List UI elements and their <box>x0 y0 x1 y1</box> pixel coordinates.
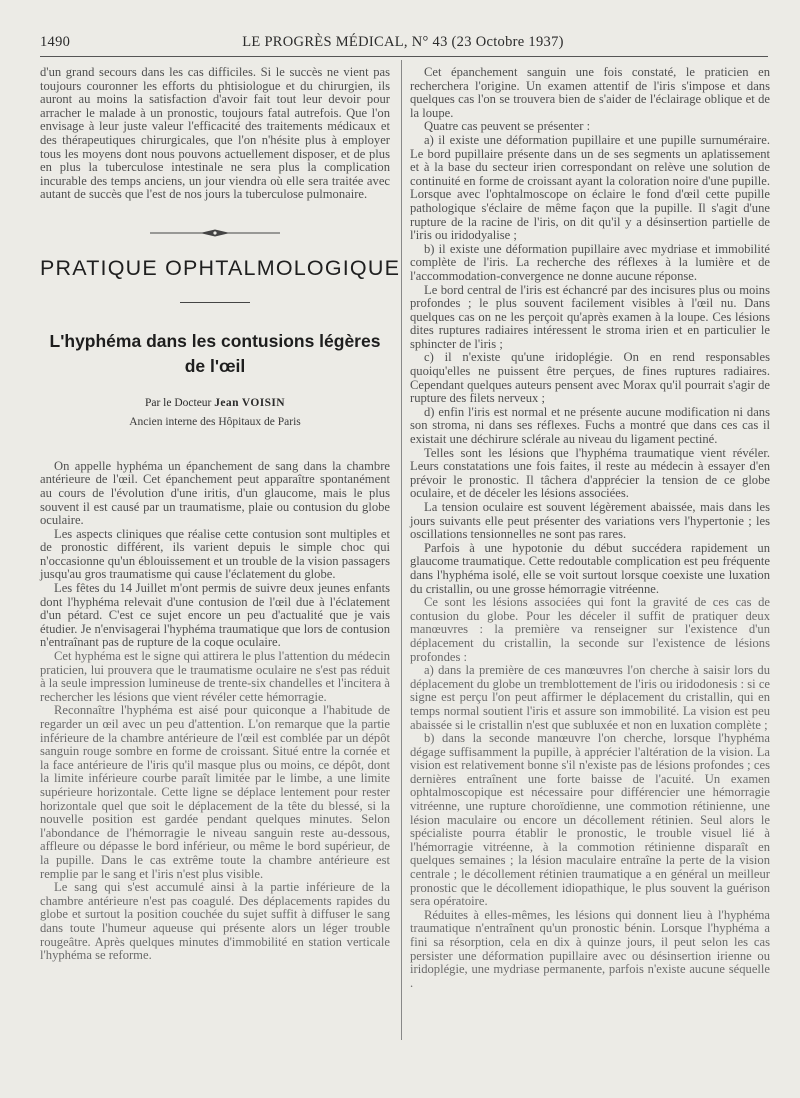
body-paragraph: Les fêtes du 14 Juillet m'ont permis de suivre deux jeunes enfants dont l'hyphéma relevait d'une contusion de l'œil due à l'éclatement d'un pétard. C'est ce sujet encore un peu d'actualité que je vais étudier. Je n'envisagerai l'hyphéma traumatique que lors de contusion n'entraînant pas de rupture de la coque oculaire. <box>40 581 390 650</box>
left-column <box>40 65 401 963</box>
body-paragraph: b) il existe une déformation pupillaire avec mydriase et immobilité complète de l'iris. La recherche des réflexes à la lumière et de l'accommodation-convergence ne donne aucune réponse. <box>410 241 770 283</box>
body-paragraph: a) dans la première de ces manœuvres l'on cherche à saisir lors du déplacement du globe un tremblottement de l'iris ou iridodonesis : si ce signe est perçu l'on peut affirmer le déplacement du cristallin, qui en temps normal soutient l'iris et assure son immobilité. La vision est peu abaissée si le cristallin n'est que subluxée et non en luxation complète ; <box>410 663 770 732</box>
body-paragraph: Réduites à elles-mêmes, les lésions qui donnent lieu à l'hyphéma traumatique n'entraînent qu'un pronostic bénin. Lorsque l'hyphéma a fini sa résorption, cela en dix à quinze jours, il peut selon les cas persister une déformation pupillaire avec ou désinsertion irienne ou iridoplégie, une mydriase permanente, parfois n'existe aucune séquelle . <box>410 907 770 990</box>
ornament-divider-icon <box>150 228 280 238</box>
body-paragraph: Telles sont les lésions que l'hyphéma traumatique vient révéler. Leurs constatations une fois faites, il reste au médecin à essayer d'en prévoir le pronostic. Il tâchera d'apprécier la tension de ce globe oculaire, et de déceler les lésions associées. <box>410 445 770 501</box>
right-column <box>410 66 770 990</box>
article-title-line-1: L'hyphéma dans les contusions légères <box>49 330 381 351</box>
author-name: Jean VOISIN <box>214 396 286 409</box>
author-affiliation: Ancien interne des Hôpitaux de Paris <box>129 416 301 429</box>
section-title: PRATIQUE OPHTALMOLOGIQUE <box>40 255 401 280</box>
column-divider <box>401 60 402 1040</box>
title-rule <box>180 302 250 303</box>
body-paragraph: d) enfin l'iris est normal et ne présente aucune modification ni dans son stroma, ni dans ses réflexes. Fuchs a montré que dans ces cas il existait une déchirure sclérale au niveau du ligament pectiné. <box>410 404 770 447</box>
running-header <box>40 30 766 54</box>
body-paragraph: Quatre cas peuvent se présenter : <box>424 119 591 134</box>
body-paragraph: c) il n'existe qu'une iridoplégie. On en rend responsables quoiqu'elles ne puissent être perçues, de fines ruptures radiaires. Cependant quelques auteurs pensent avec Morax qu'il pourrait s'agir de rupture des filets nerveux ; <box>410 350 770 406</box>
body-paragraph: Reconnaître l'hyphéma est aisé pour quiconque a l'habitude de regarder un œil avec un peu d'attention. L'on remarque que la partie inférieure de la chambre antérieure de l'œil est comblée par un dépôt sanguin rouge sombre en forme de croissant. Situé entre la cornée et la face antérieure de l'iris qu'il masque plus ou moins, ce dépôt, dont la limite inférieure courbe paraît limitée par le limbe, a une limite supérieure horizontale. Cette ligne se déplace lentement pour rester horizontale quel que soit le déplacement de la tête du blessé, si la nouvelle position est gardée pendant quelques minutes. Selon l'abondance de l'hémorragie le niveau sanguin reste au-dessous, affleure ou dépasse le bord inférieur, ou même le bord supérieur, de la pupille. Dans le cas extrême toute la chambre antérieure est remplie par le sang et l'iris n'est plus visible. <box>40 703 390 881</box>
body-paragraph: a) il existe une déformation pupillaire et une pupille surnuméraire. Le bord pupillaire présente dans un de ses segments un aplatissement et à la base du secteur irien correspondant on relève une solution de continuité en forme de croissant ayant la coloration noire d'une pupille. Lorsque avec l'ophtalmoscope on éclaire le fond d'œil cette pupille pathologique s'éclaire de même façon que la pupille. Il s'agit d'une rupture de la racine de l'iris, on dit qu'il y a désinsertion partielle de l'iris ou iridodyalise ; <box>410 132 770 243</box>
body-paragraph: Parfois à une hypotonie du début succédera rapidement un glaucome traumatique. Cette redoutable complication est peu fréquente dans l'hyphéma isolé, elle se voit surtout lorsque coexiste une luxation du cristallin, ou une grosse hémorragie vitréenne. <box>410 540 770 596</box>
article-title <box>40 329 390 379</box>
byline <box>40 397 390 411</box>
body-paragraph: Cet épanchement sanguin une fois constaté, le praticien en recherchera l'origine. Un examen attentif de l'iris s'impose et dans quelques cas l'on se trouvera bien de s'aider de l'éclairage oblique et de la loupe. <box>410 65 770 120</box>
continued-paragraph: d'un grand secours dans les cas difficiles. Si le succès ne vient pas toujours couronner les efforts du phtisiologue et du chirurgien, ils auront au moins la satisfaction d'avoir fait tout leur devoir pour arracher le malade à un pronostic, toujours fatal autrefois. Que l'on envisage à leur juste valeur l'efficacité des traitements médicaux et des thérapeutiques chirurgicales, que l'on n'hésite plus à employer tous les moyens dont nous pouvons actuellement disposer, et de plus en plus la tuberculose intestinale ne sera plus la complication incurable des temps anciens, un jour viendra où elle sera traitée avec autant de succès que l'est de nos jours la tuberculose pulmonaire. <box>40 65 390 202</box>
page-number: 1490 <box>40 34 71 50</box>
body-paragraph: Ce sont les lésions associées qui font la gravité de ces cas de contusion du globe. Pour les déceler il suffit de pratiquer deux manœuvres : la première va renseigner sur l'existence d'un déplacement du cristallin, la seconde sur l'existence de lésions profondes : <box>410 595 770 664</box>
journal-title: LE PROGRÈS MÉDICAL, N° 43 (23 Octobre 1937) <box>242 34 564 50</box>
body-paragraph: La tension oculaire est souvent légèrement abaissée, mais dans les jours suivants elle peut présenter des variations vers l'hypertonie ; les oscillations tensionnelles ne sont pas rares. <box>410 500 770 542</box>
body-paragraph: Les aspects cliniques que réalise cette contusion sont multiples et de pronostic différent, ils varient depuis le simple choc qui n'occasionne qu'un éblouissement et un trouble de la vision passagers jusqu'au gros traumatisme qui cause l'éclatement du globe. <box>40 526 390 582</box>
byline-prefix: Par le Docteur <box>144 396 215 409</box>
body-paragraph: Le bord central de l'iris est échancré par des incisures plus ou moins profondes ; le plus souvent facilement visibles à l'œil nu. Dans quelques cas on ne les perçoit qu'après examen à la loupe. Ces lésions dites ruptures radiaires intéressent le stroma irien et en particulier le sphincter de l'iris ; <box>410 282 770 351</box>
body-paragraph: On appelle hyphéma un épanchement de sang dans la chambre antérieure de l'œil. Cet épanchement peut apparaître spontanément au cours de l'évolution d'une iritis, d'un glaucome, mais le plus souvent il est causé par un traumatisme, plaie ou contusion du globe oculaire. <box>40 458 390 528</box>
article-title-line-2: de l'œil <box>184 355 246 376</box>
body-paragraph: b) dans la seconde manœuvre l'on cherche, lorsque l'hyphéma dégage suffisamment la pupille, à apprécier l'altération de la vision. La vision est relativement bonne s'il n'existe pas de lésions profondes ; ces dernières entraînent une forte baisse de l'acuité. Un examen ophtalmoscopique est nécessaire pour différencier une hémorragie vitréenne, une rupture choroïdienne, une commotion rétinienne, une lésion maculaire ou encore un décollement rétinien. Seul alors le spécialiste pourra établir le pronostic, le trouble visuel lié à l'hémorragie vitréenne, à la commotion rétinienne disparaît en quelques semaines ; la lésion maculaire entraîne la perte de la vision centrale ; le décollement rétinien traumatique a en général un meilleur pronostic que le décollement idiopathique, le plus souvent la guérison sera opératoire. <box>410 731 770 909</box>
body-paragraph: Le sang qui s'est accumulé ainsi à la partie inférieure de la chambre antérieure n'est pas coagulé. Des déplacements rapides du globe et surtout la position couchée du sujet suffit à diffuser le sang dans toute l'humeur aqueuse qui présente alors un léger trouble rougeâtre. Après quelques minutes d'immobilité en station verticale l'hyphéma se reforme. <box>40 880 390 963</box>
header-rule <box>40 56 768 57</box>
body-paragraph: Cet hyphéma est le signe qui attirera le plus l'attention du médecin praticien, lui prouvera que le traumatisme oculaire ne s'est pas réduit à la seule impression lumineuse de trente-six chandelles et l'incitera à rechercher les lésions que vient révéler cette hémorragie. <box>40 649 390 704</box>
